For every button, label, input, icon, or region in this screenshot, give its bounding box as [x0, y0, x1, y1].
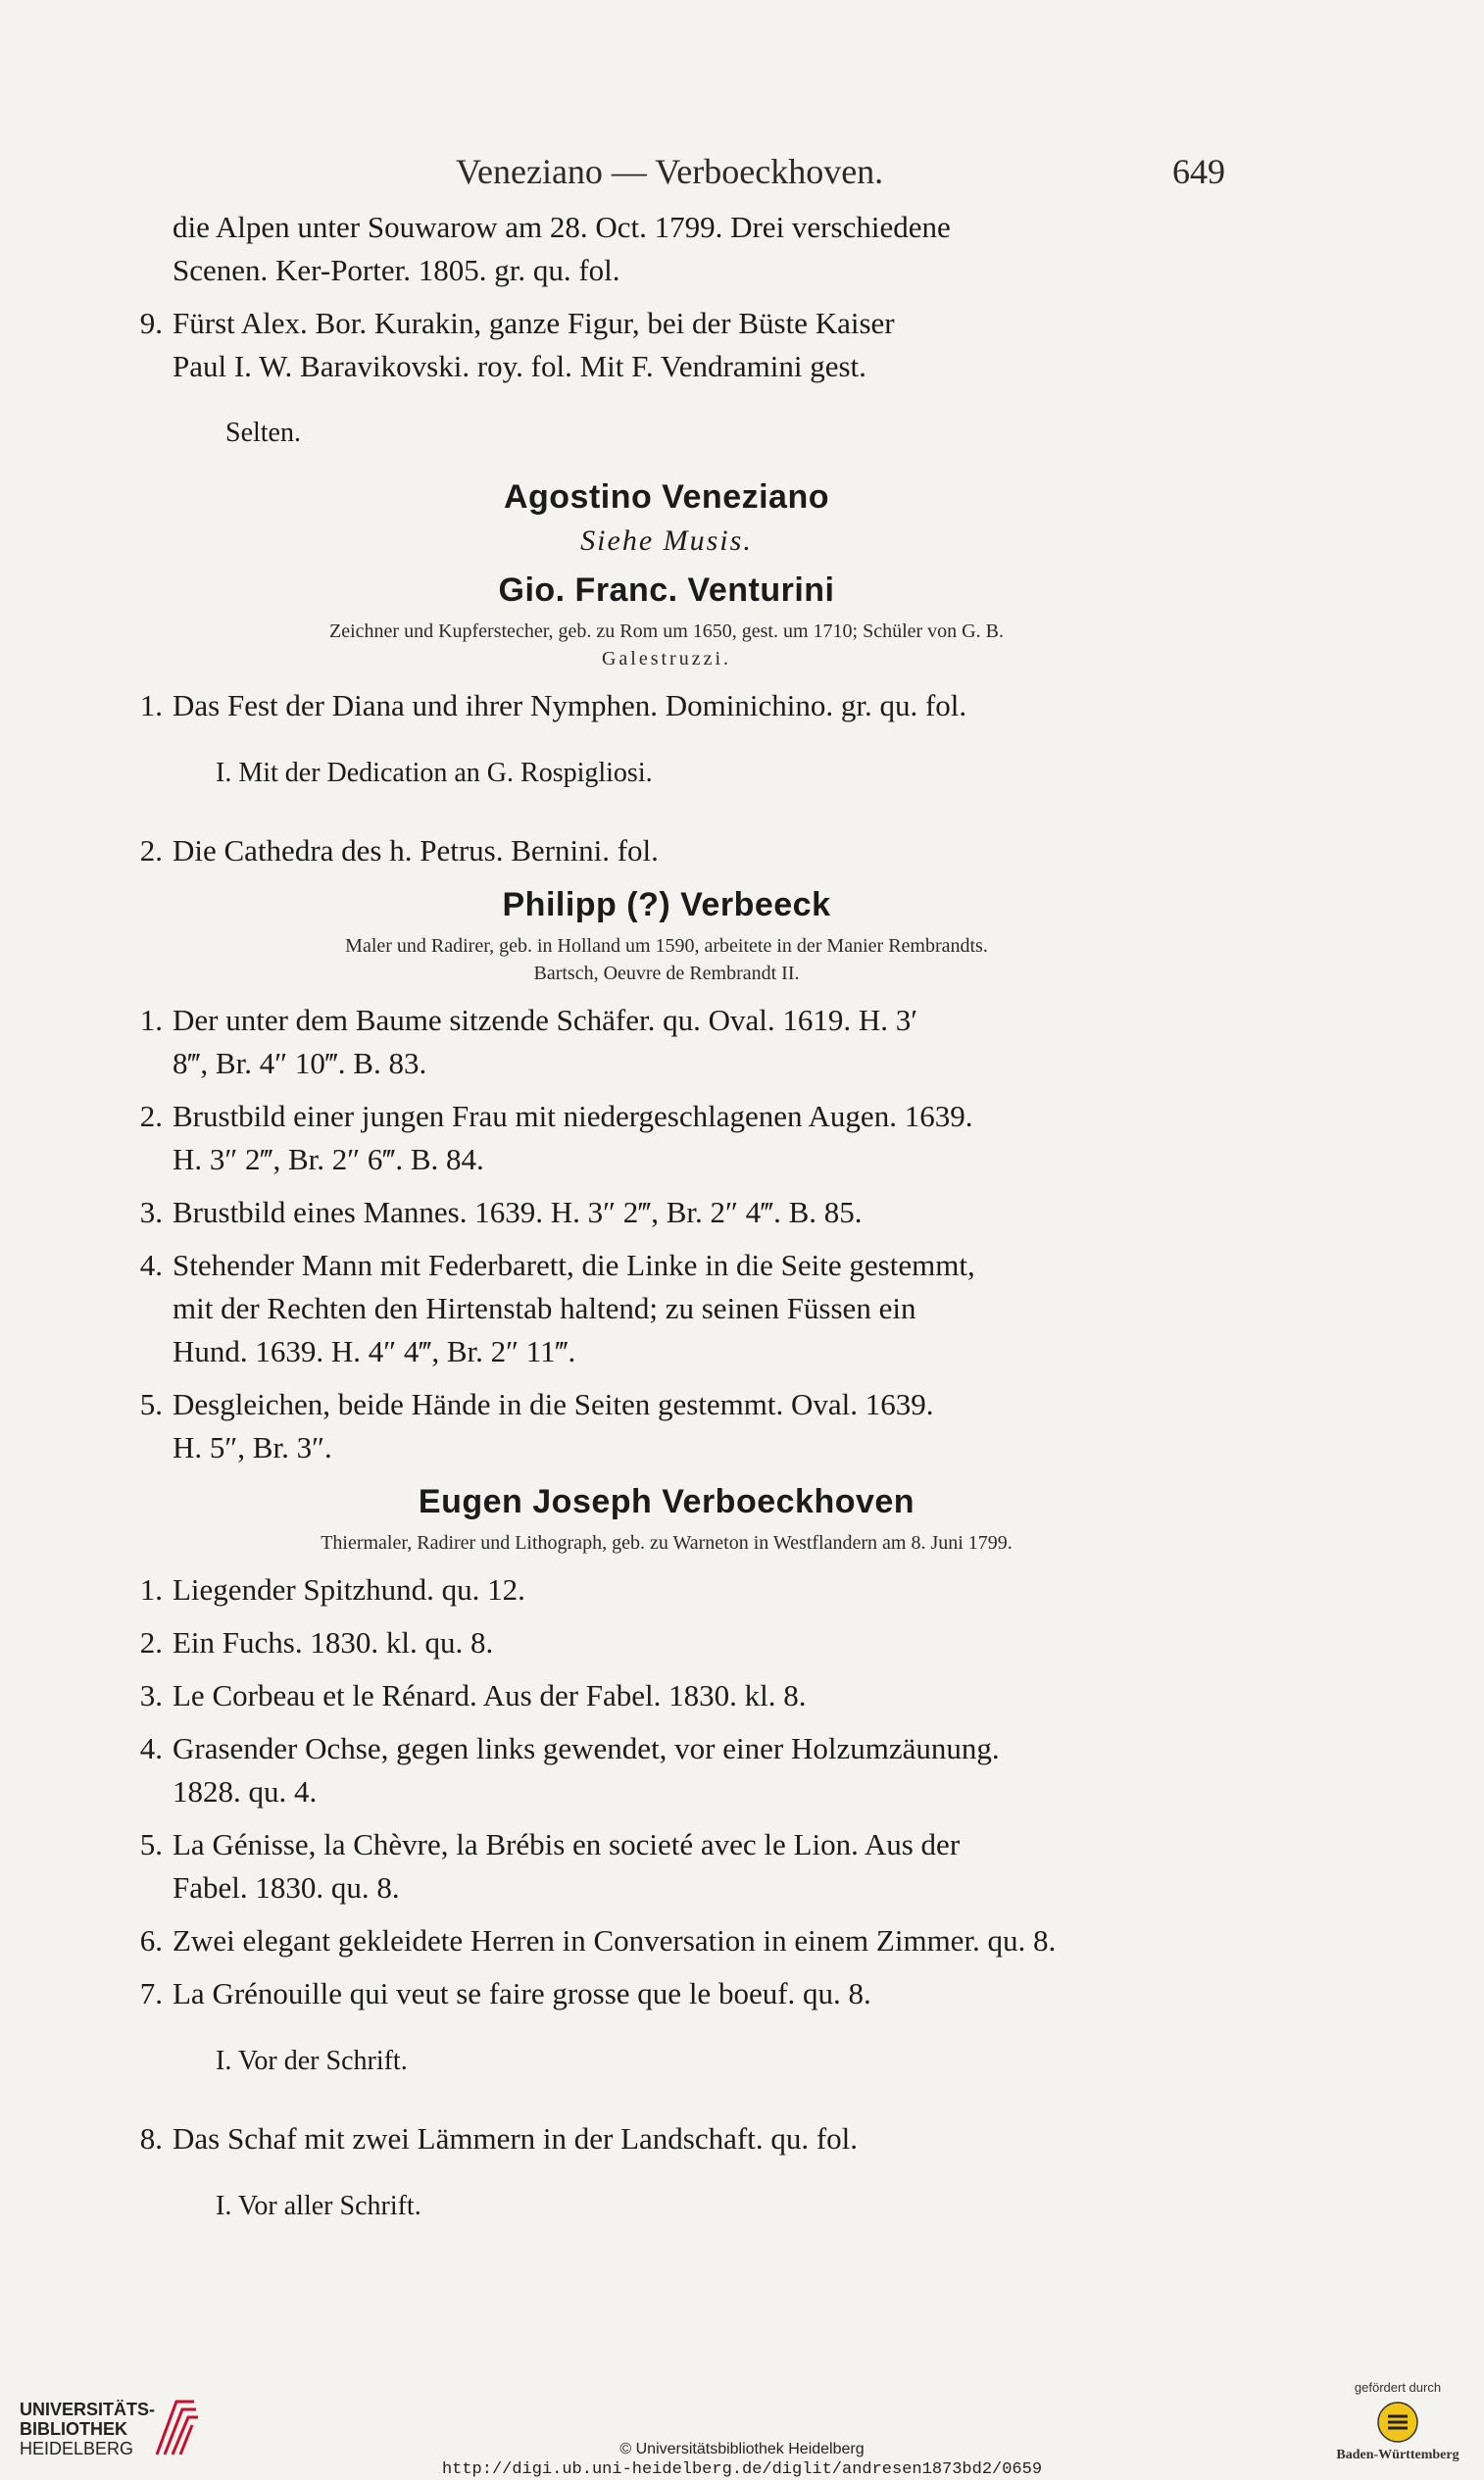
entry-number: 7. — [139, 1976, 163, 2010]
entry-continuation: H. 5″, Br. 3″. — [173, 1430, 332, 1464]
entry-continuation: 1828. qu. 4. — [173, 1774, 318, 1809]
bio-verboeckhoven — [108, 1529, 1225, 1557]
entry-9-line-2: Paul I. W. Baravikovski. roy. fol. Mit F. Vendramini gest. — [173, 349, 866, 383]
entry-number: 6. — [139, 1923, 163, 1958]
intro-line-2: Scenen. Ker-Porter. 1805. gr. qu. fol. — [173, 253, 620, 287]
entry-number: 1. — [139, 688, 163, 722]
verboeckhoven-entry-4 — [108, 1727, 1225, 1770]
entry-text: Liegender Spitzhund. qu. 12. — [173, 1572, 525, 1607]
venturini-entry-1-state: I. Mit der Dedication an G. Rospigliosi. — [216, 758, 653, 788]
state-crest-icon — [1376, 2401, 1419, 2444]
entry-continuation: Hund. 1639. H. 4″ 4‴, Br. 2″ 11‴. — [173, 1334, 576, 1368]
verbeeck-entry-5 — [108, 1383, 1225, 1426]
entry-number: 1. — [139, 1572, 163, 1607]
entry-text: Der unter dem Baume sitzende Schäfer. qu. Oval. 1619. H. 3′ — [173, 1003, 918, 1037]
heading-venturini: Gio. Franc. Venturini — [498, 571, 835, 609]
entry-number: 3. — [139, 1678, 163, 1712]
entry-text: Desgleichen, beide Hände in die Seiten gestemmt. Oval. 1639. — [173, 1387, 934, 1421]
bio-verbeeck — [108, 932, 1225, 987]
entry-9-note: Selten. — [225, 418, 301, 448]
entry-text: Brustbild einer jungen Frau mit niedergeschlagenen Augen. 1639. — [173, 1099, 973, 1133]
verboeckhoven-entry-1 — [108, 1568, 1225, 1612]
entry-text: Stehender Mann mit Federbarett, die Linke in die Seite gestemmt, — [173, 1248, 975, 1282]
library-name-line: BIBLIOTHEK — [20, 2419, 127, 2439]
verboeckhoven-entry-7 — [108, 1972, 1225, 2015]
entry-text: La Génisse, la Chèvre, la Brébis en societé avec le Lion. Aus der — [173, 1827, 961, 1861]
entry-state: I. Vor aller Schrift. — [216, 2191, 421, 2221]
entry-9 — [108, 302, 1225, 345]
entry-text: Die Cathedra des h. Petrus. Bernini. fol. — [173, 833, 659, 868]
running-head — [108, 147, 1225, 206]
entry-number: 5. — [139, 1387, 163, 1421]
entry-number: 5. — [139, 1827, 163, 1861]
verbeeck-entry-2 — [108, 1095, 1225, 1138]
page-content — [108, 147, 1225, 2253]
entry-number: 2. — [139, 1099, 163, 1133]
heading-agostino: Agostino Veneziano — [503, 478, 830, 516]
verboeckhoven-entry-6 — [108, 1919, 1225, 1962]
verbeeck-entry-3 — [108, 1191, 1225, 1234]
bio-line: Maler und Radirer, geb. in Holland um 1590, arbeitete in der Manier Rembrandts. — [345, 935, 988, 957]
verbeeck-entry-1 — [108, 999, 1225, 1042]
entry-text: Das Fest der Diana und ihrer Nymphen. Dominichino. gr. qu. fol. — [173, 688, 967, 722]
entry-text: Grasender Ochse, gegen links gewendet, vor einer Holzumzäunung. — [173, 1731, 1000, 1765]
bio-line: Galestruzzi. — [601, 648, 732, 670]
see-reference: Siehe Musis. — [580, 524, 753, 557]
library-name-line: UNIVERSITÄTS- — [20, 2400, 156, 2419]
library-name-line: HEIDELBERG — [20, 2439, 134, 2458]
entry-text: Ein Fuchs. 1830. kl. qu. 8. — [173, 1625, 494, 1660]
bio-venturini — [108, 618, 1225, 672]
entry-text: Brustbild eines Mannes. 1639. H. 3″ 2‴, Br. 2″ 4‴. B. 85. — [173, 1195, 863, 1229]
entry-text: Zwei elegant gekleidete Herren in Conversation in einem Zimmer. qu. 8. — [173, 1923, 1057, 1958]
verbeeck-entry-4 — [108, 1244, 1225, 1287]
sponsor-block — [1329, 2380, 1466, 2463]
entry-number: 8. — [139, 2121, 163, 2156]
sponsor-name: Baden-Württemberg — [1336, 2448, 1459, 2462]
bio-line: Bartsch, Oeuvre de Rembrandt II. — [533, 963, 800, 984]
permalink[interactable]: http://digi.ub.uni-heidelberg.de/diglit/andresen1873bd2/0659 — [441, 2460, 1043, 2479]
entry-text: Das Schaf mit zwei Lämmern in der Landschaft. qu. fol. — [173, 2121, 858, 2156]
page-number: 649 — [1172, 152, 1225, 191]
entry-number: 4. — [139, 1731, 163, 1765]
sponsor-label: gefördert durch — [1354, 2380, 1442, 2395]
heading-verboeckhoven: Eugen Joseph Verboeckhoven — [418, 1483, 915, 1520]
entry-number: 1. — [139, 1003, 163, 1037]
venturini-entry-2 — [108, 829, 1225, 872]
entry-state: I. Vor der Schrift. — [216, 2046, 408, 2076]
verboeckhoven-entry-5 — [108, 1823, 1225, 1866]
verboeckhoven-entry-2 — [108, 1621, 1225, 1664]
entry-text: Fürst Alex. Bor. Kurakin, ganze Figur, bei der Büste Kaiser — [173, 306, 895, 340]
entry-number: 9. — [139, 306, 163, 340]
entry-text: La Grénouille qui veut se faire grosse que le boeuf. qu. 8. — [173, 1976, 871, 2010]
intro-line-1: die Alpen unter Souwarow am 28. Oct. 1799. Drei verschiedene — [173, 210, 951, 244]
entry-continuation: H. 3″ 2‴, Br. 2″ 6‴. B. 84. — [173, 1142, 484, 1176]
verboeckhoven-entry-8 — [108, 2117, 1225, 2160]
copyright-notice: © Universitätsbibliothek Heidelberg — [619, 2441, 865, 2457]
entry-continuation: Fabel. 1830. qu. 8. — [173, 1870, 400, 1905]
bio-line: Zeichner und Kupferstecher, geb. zu Rom um 1650, gest. um 1710; Schüler von G. B. — [329, 620, 1004, 642]
heading-verbeeck: Philipp (?) Verbeeck — [502, 886, 831, 923]
digitization-footer — [0, 2372, 1484, 2480]
entry-continuation: mit der Rechten den Hirtenstab haltend; zu seinen Füssen ein — [173, 1291, 916, 1325]
entry-text: Le Corbeau et le Rénard. Aus der Fabel. 1830. kl. 8. — [173, 1678, 807, 1712]
entry-number: 3. — [139, 1195, 163, 1229]
verboeckhoven-entry-3 — [108, 1674, 1225, 1717]
venturini-entry-1 — [108, 684, 1225, 727]
entry-number: 2. — [139, 1625, 163, 1660]
entry-number: 2. — [139, 833, 163, 868]
running-title: Veneziano — Verboeckhoven. — [456, 152, 884, 191]
bio-line: Thiermaler, Radirer und Lithograph, geb. zu Warneton in Westflandern am 8. Juni 1799. — [321, 1532, 1013, 1554]
entry-continuation: 8‴, Br. 4″ 10‴. B. 83. — [173, 1046, 427, 1080]
entry-number: 4. — [139, 1248, 163, 1282]
